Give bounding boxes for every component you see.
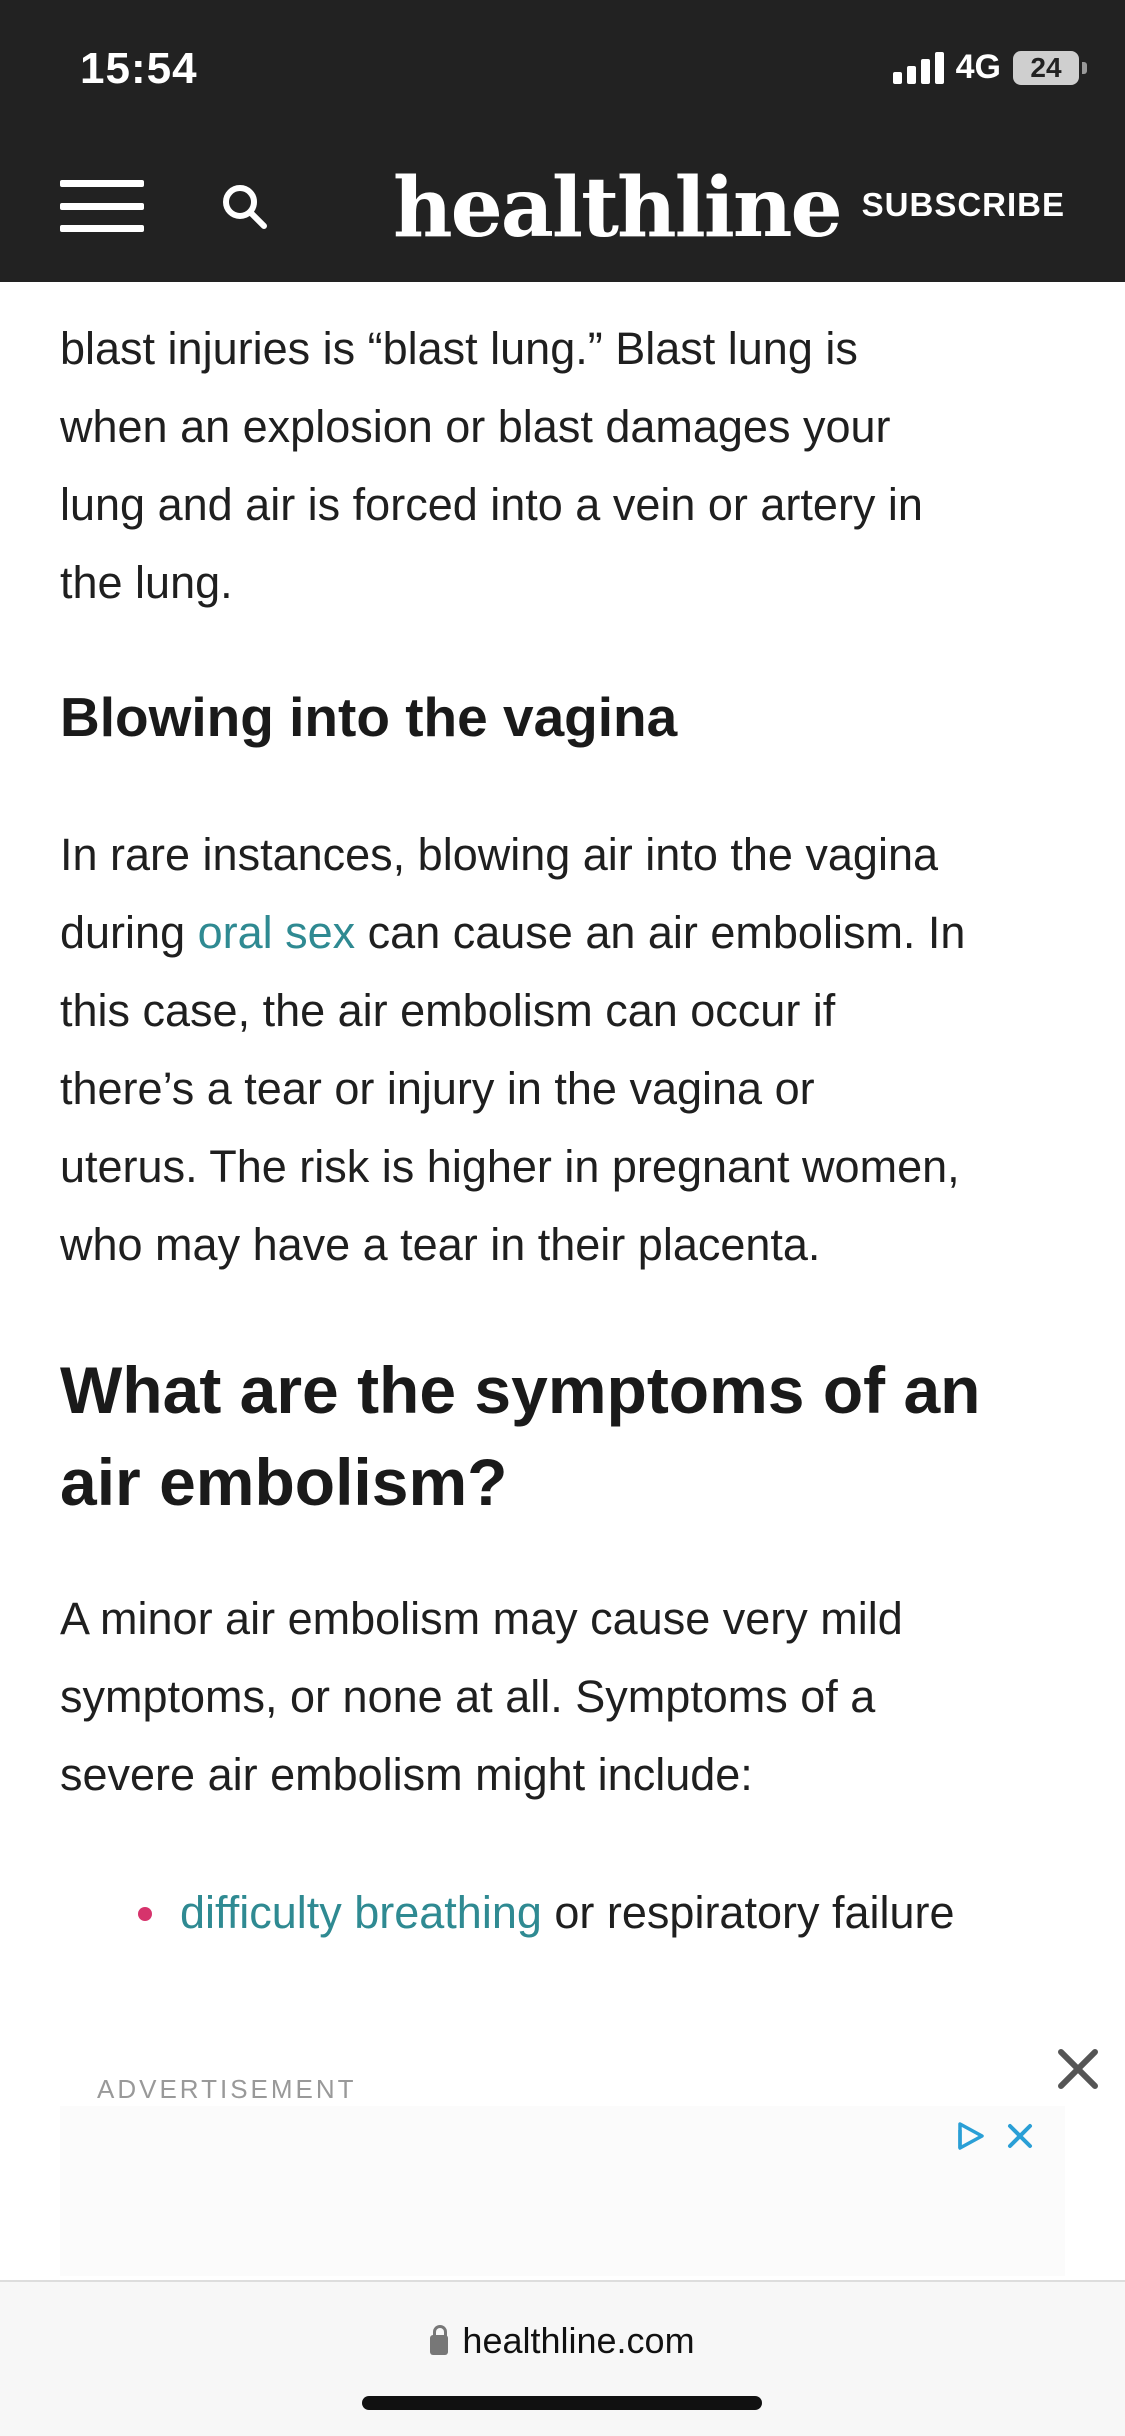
- heading-line: air embolism?: [60, 1445, 508, 1519]
- paragraph-blast-lung: [60, 310, 1070, 622]
- text-line: who may have a tear in their placenta.: [60, 1219, 821, 1270]
- bullet-dot-icon: [138, 1907, 152, 1921]
- text-line: there’s a tear or injury in the vagina or: [60, 1063, 815, 1114]
- text-line: lung and air is forced into a vein or artery in: [60, 479, 923, 530]
- network-type: 4G: [955, 48, 1001, 86]
- url-text: healthline.com: [462, 2320, 695, 2361]
- paragraph-symptoms: [60, 1580, 1070, 1814]
- oral-sex-link[interactable]: oral sex: [197, 907, 356, 958]
- text-line: In rare instances, blowing air into the vagina: [60, 829, 939, 880]
- signal-icon: [893, 52, 944, 84]
- adchoices-icon[interactable]: [952, 2118, 988, 2154]
- home-indicator[interactable]: [362, 2396, 762, 2410]
- lock-icon: [430, 2335, 448, 2355]
- heading-line: What are the symptoms of an: [60, 1353, 981, 1427]
- list-item: [60, 1874, 1070, 1952]
- search-icon[interactable]: [220, 182, 268, 230]
- text-segment: can cause an air embolism. In: [355, 907, 966, 958]
- url-display[interactable]: [0, 2320, 1125, 2362]
- paragraph-vagina: [60, 816, 1070, 1284]
- difficulty-breathing-link[interactable]: difficulty breathing: [180, 1887, 542, 1938]
- article-content: [60, 260, 1070, 1952]
- text-line: this case, the air embolism can occur if: [60, 985, 836, 1036]
- heading-blowing-into-vagina: Blowing into the vagina: [60, 686, 678, 748]
- advertisement-area[interactable]: [60, 2106, 1065, 2276]
- text-line: uterus. The risk is higher in pregnant women,: [60, 1141, 960, 1192]
- text-line: the lung.: [60, 557, 233, 608]
- text-line: blast injuries is “blast lung.” Blast lung is: [60, 323, 858, 374]
- status-indicators: [893, 48, 1079, 87]
- close-ad-icon[interactable]: [1055, 2046, 1101, 2092]
- battery-icon: [1013, 51, 1079, 85]
- browser-url-bar[interactable]: [0, 2280, 1125, 2436]
- site-logo[interactable]: healthline: [393, 160, 841, 256]
- ad-label: ADVERTISEMENT: [97, 2074, 357, 2104]
- ad-close-icon[interactable]: [1005, 2121, 1035, 2151]
- text-line: symptoms, or none at all. Symptoms of a: [60, 1671, 876, 1722]
- status-time: 15:54: [80, 44, 198, 93]
- subscribe-button[interactable]: SUBSCRIBE: [861, 186, 1065, 223]
- text-line: when an explosion or blast damages your: [60, 401, 891, 452]
- battery-level: 24: [1030, 51, 1062, 83]
- text-line: severe air embolism might include:: [60, 1749, 753, 1800]
- top-bar: [0, 0, 1125, 282]
- heading-symptoms: [60, 1344, 1070, 1528]
- menu-button[interactable]: [60, 180, 144, 232]
- list-item-text: or respiratory failure: [541, 1887, 955, 1938]
- text-line: [60, 894, 1070, 972]
- text-segment: during: [60, 907, 198, 958]
- text-line: A minor air embolism may cause very mild: [60, 1593, 903, 1644]
